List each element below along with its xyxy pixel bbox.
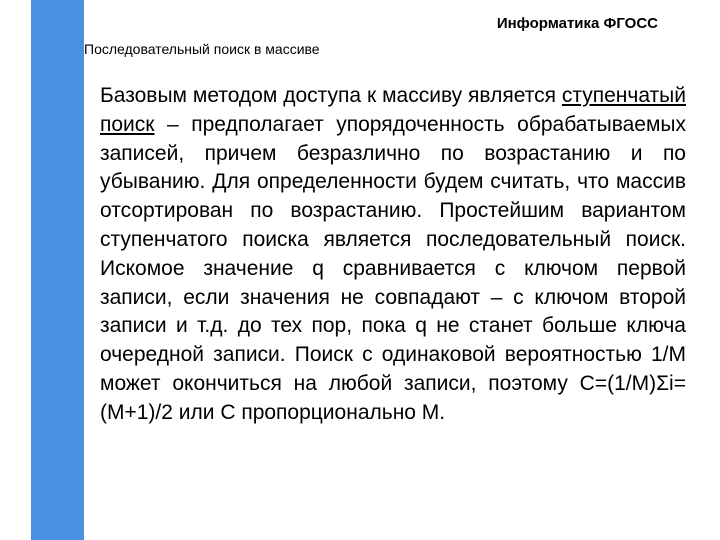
underlined-term: ступенчатый поиск <box>100 84 686 136</box>
course-title: Информатика ФГОСС <box>496 15 658 32</box>
body-intro: Базовым методом доступа к массиву является <box>100 84 562 107</box>
slide-body-text <box>100 82 686 428</box>
body-rest: – предполагает упорядоченность обрабатываемых записей, причем безразлично по возрастанию и по убыванию. Для определенности будем считать, что массив отсортирован по возрастанию. Простейшим вариантом ступенчатого поиска является последовательный поиск. Искомое значение q сравнивается с ключом первой записи, если значения не совпадают – с ключом второй записи и т.д. до тех пор, пока q не станет больше ключа очередной записи. Поиск с одинаковой вероятностью 1/M может окончиться на любой записи, поэтому C=(1/M)Σi=(M+1)/2 или C пропорционально M. <box>100 112 686 424</box>
decorative-side-bar <box>31 0 84 540</box>
slide-topic: Последовательный поиск в массиве <box>84 41 320 57</box>
